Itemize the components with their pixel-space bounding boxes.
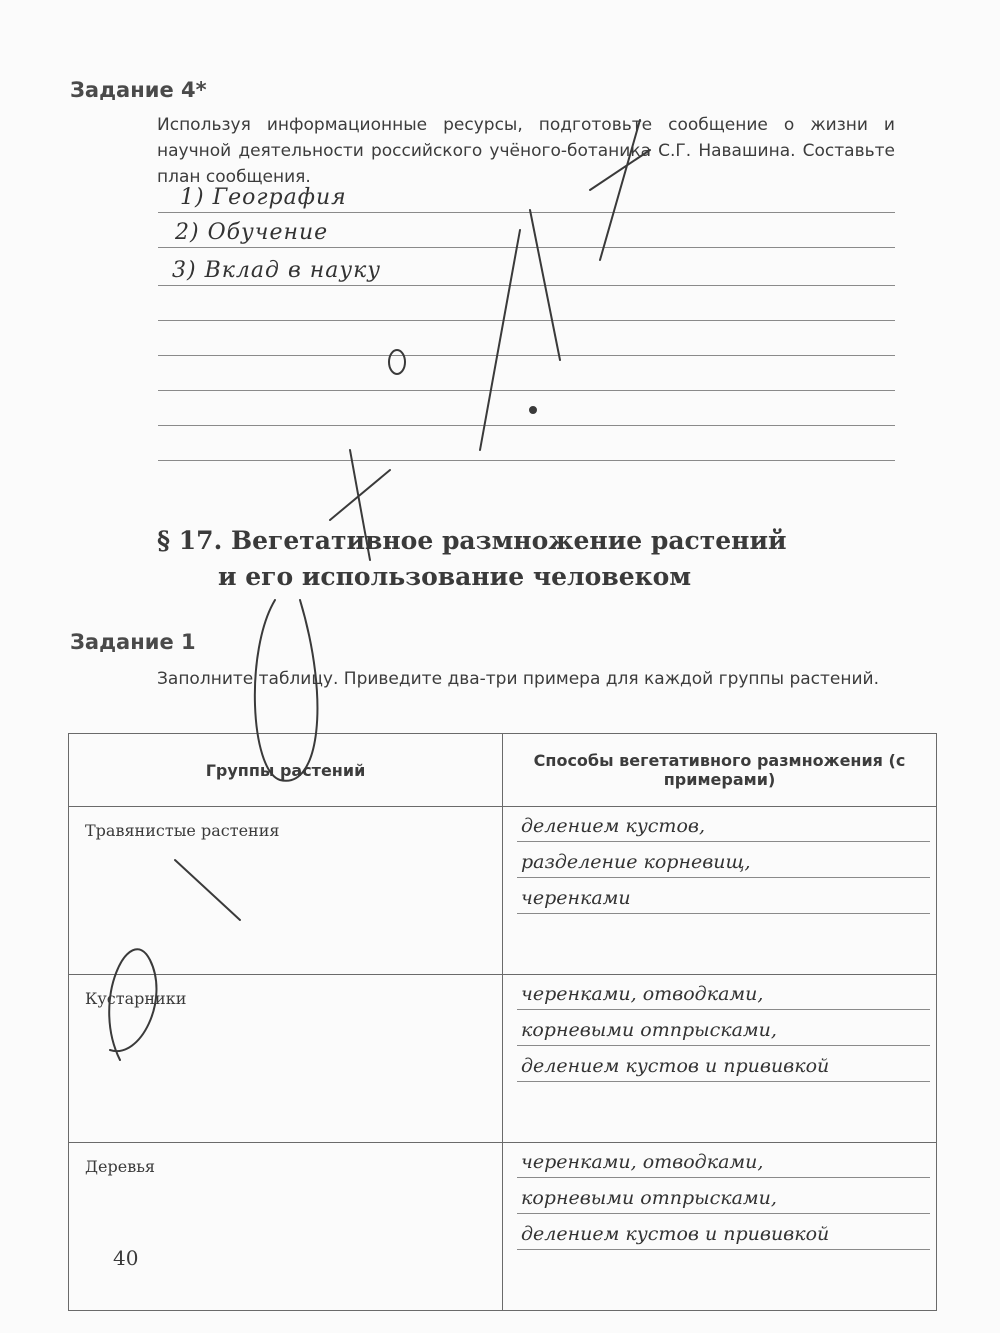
- task4-answer-1: 1) География: [180, 185, 347, 210]
- answer-line: разделение корневищ,: [521, 851, 751, 873]
- section-title-line2: и его использование человеком: [218, 562, 692, 591]
- answer-line: корневыми отпрысками,: [521, 1019, 777, 1041]
- answer-line: черенками: [521, 887, 631, 909]
- group-label: Кустарники: [69, 975, 503, 1143]
- task4-text: Используя информационные ресурсы, подготовьте сообщение о жизни и научной деятельности российского учёного-ботаника С.Г. Навашина. Составьте план сообщения.: [157, 115, 895, 187]
- task4-answer-2: 2) Обучение: [175, 220, 329, 245]
- answer-line: черенками, отводками,: [521, 1151, 764, 1173]
- group-label: Травянистые растения: [69, 807, 503, 975]
- task1-text: Заполните таблицу. Приведите два-три примера для каждой группы растений.: [157, 669, 880, 689]
- answer-line: корневыми отпрысками,: [521, 1187, 777, 1209]
- task4-heading: Задание 4*: [70, 78, 207, 102]
- header-groups: Группы растений: [69, 734, 503, 807]
- section-number: § 17.: [157, 526, 223, 555]
- answer-line: делением кустов,: [521, 815, 705, 837]
- answer-line: делением кустов и прививкой: [521, 1223, 830, 1245]
- page-number: 40: [113, 1246, 139, 1270]
- task1-heading: Задание 1: [70, 630, 196, 654]
- group-label: Деревья: [69, 1143, 503, 1311]
- answer-line: делением кустов и прививкой: [521, 1055, 830, 1077]
- section-title-line1: Вегетативное размножение растений: [231, 526, 787, 555]
- answer-line: черенками, отводками,: [521, 983, 764, 1005]
- header-methods: Способы вегетативного размножения (с примерами): [503, 734, 937, 807]
- task4-answer-3: 3) Вклад в науку: [172, 258, 382, 283]
